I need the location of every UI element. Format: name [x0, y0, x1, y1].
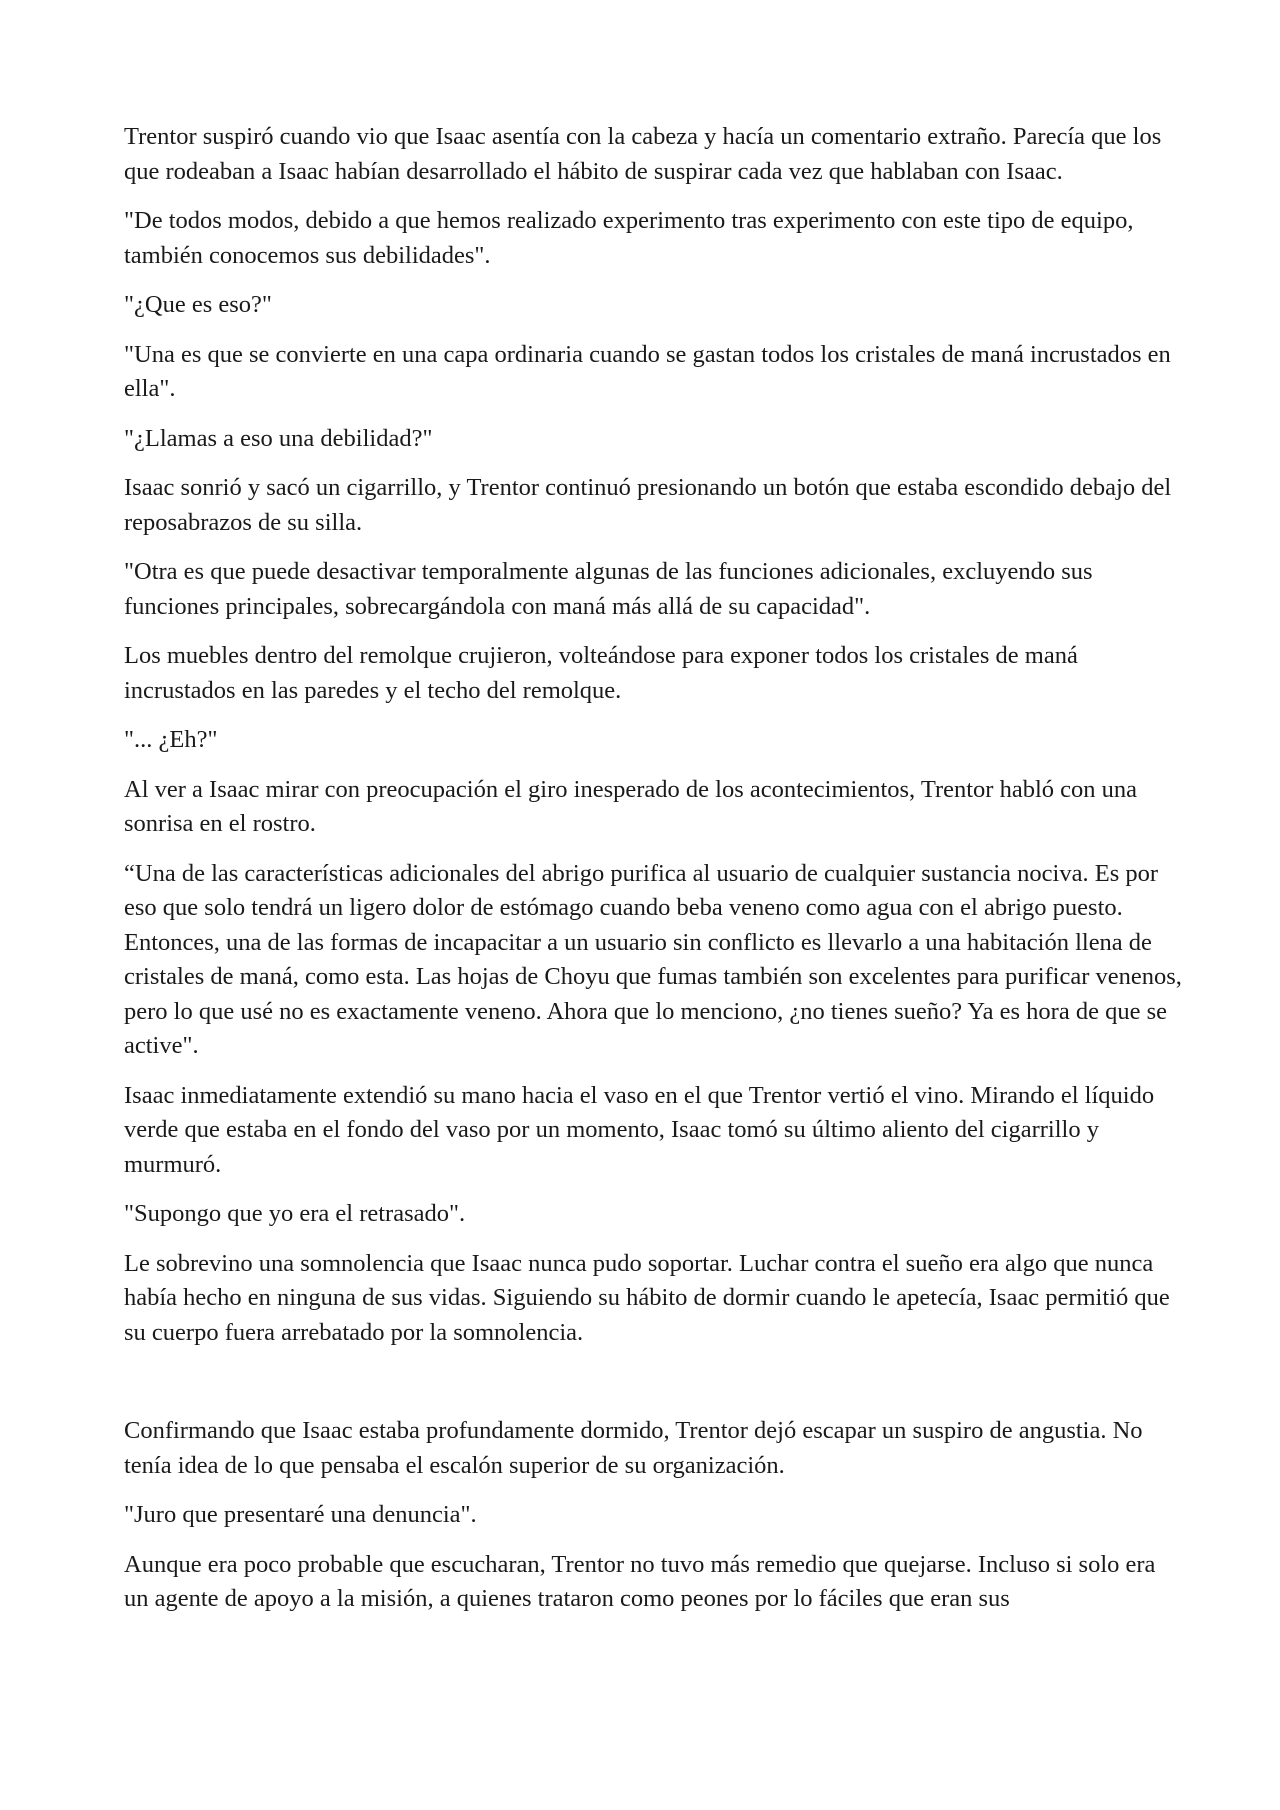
paragraph: "Juro que presentaré una denuncia".	[124, 1501, 477, 1528]
paragraph: Aunque era poco probable que escucharan, Trentor no tuvo más remedio que quejarse. Incluso si solo era un agente de apoyo a la misión, a quienes trataron como peones por lo fáciles que eran sus	[124, 1550, 1156, 1612]
section-break	[124, 1365, 1184, 1414]
paragraph: “Una de las características adicionales del abrigo purifica al usuario de cualquier sustancia nociva. Es por eso que solo tendrá un ligero dolor de estómago cuando beba veneno como agua con el abrigo puesto. Entonces, una de las formas de incapacitar a un usuario sin conflicto es llevarlo a una habitación llena de cristales de maná, como esta. Las hojas de Choyu que fumas también son excelentes para purificar venenos, pero lo que usé no es exactamente veneno. Ahora que lo menciono, ¿no tienes sueño? Ya es hora de que se active".	[124, 859, 1182, 1059]
paragraph: "... ¿Eh?"	[124, 726, 218, 753]
paragraph: "Otra es que puede desactivar temporalmente algunas de las funciones adicionales, excluyendo sus funciones principales, sobrecargándola con maná más allá de su capacidad".	[124, 558, 1093, 620]
paragraph: "De todos modos, debido a que hemos realizado experimento tras experimento con este tipo de equipo, también conocemos sus debilidades".	[124, 207, 1134, 269]
paragraph: Confirmando que Isaac estaba profundamente dormido, Trentor dejó escapar un suspiro de angustia. No tenía idea de lo que pensaba el escalón superior de su organización.	[124, 1417, 1143, 1479]
paragraph: "Supongo que yo era el retrasado".	[124, 1200, 466, 1227]
paragraph: "¿Que es eso?"	[124, 291, 272, 318]
paragraph: "¿Llamas a eso una debilidad?"	[124, 424, 433, 452]
paragraph: Al ver a Isaac mirar con preocupación el giro inesperado de los acontecimientos, Trentor habló con una sonrisa en el rostro.	[124, 775, 1138, 837]
paragraph: Isaac inmediatamente extendió su mano hacia el vaso en el que Trentor vertió el vino. Mirando el líquido verde que estaba en el fondo del vaso por un momento, Isaac tomó su último aliento del cigarrillo y murmuró.	[124, 1081, 1155, 1178]
paragraph: Isaac sonrió y sacó un cigarrillo, y Trentor continuó presionando un botón que estaba escondido debajo del reposabrazos de su silla.	[124, 474, 1172, 536]
paragraph: "Una es que se convierte en una capa ordinaria cuando se gastan todos los cristales de maná incrustados en ella".	[124, 340, 1171, 402]
paragraph: Trentor suspiró cuando vio que Isaac asentía con la cabeza y hacía un comentario extraño. Parecía que los que rodeaban a Isaac habían desarrollado el hábito de suspirar cada vez que hablaban con Isaac.	[124, 123, 1162, 185]
paragraph: Le sobrevino una somnolencia que Isaac nunca pudo soportar. Luchar contra el sueño era algo que nunca había hecho en ninguna de sus vidas. Siguiendo su hábito de dormir cuando le apetecía, Isaac permitió que su cuerpo fuera arrebatado por la somnolencia.	[124, 1249, 1170, 1346]
document-page	[124, 120, 1184, 1632]
paragraph: Los muebles dentro del remolque crujieron, volteándose para exponer todos los cristales de maná incrustados en las paredes y el techo del remolque.	[124, 642, 1078, 704]
